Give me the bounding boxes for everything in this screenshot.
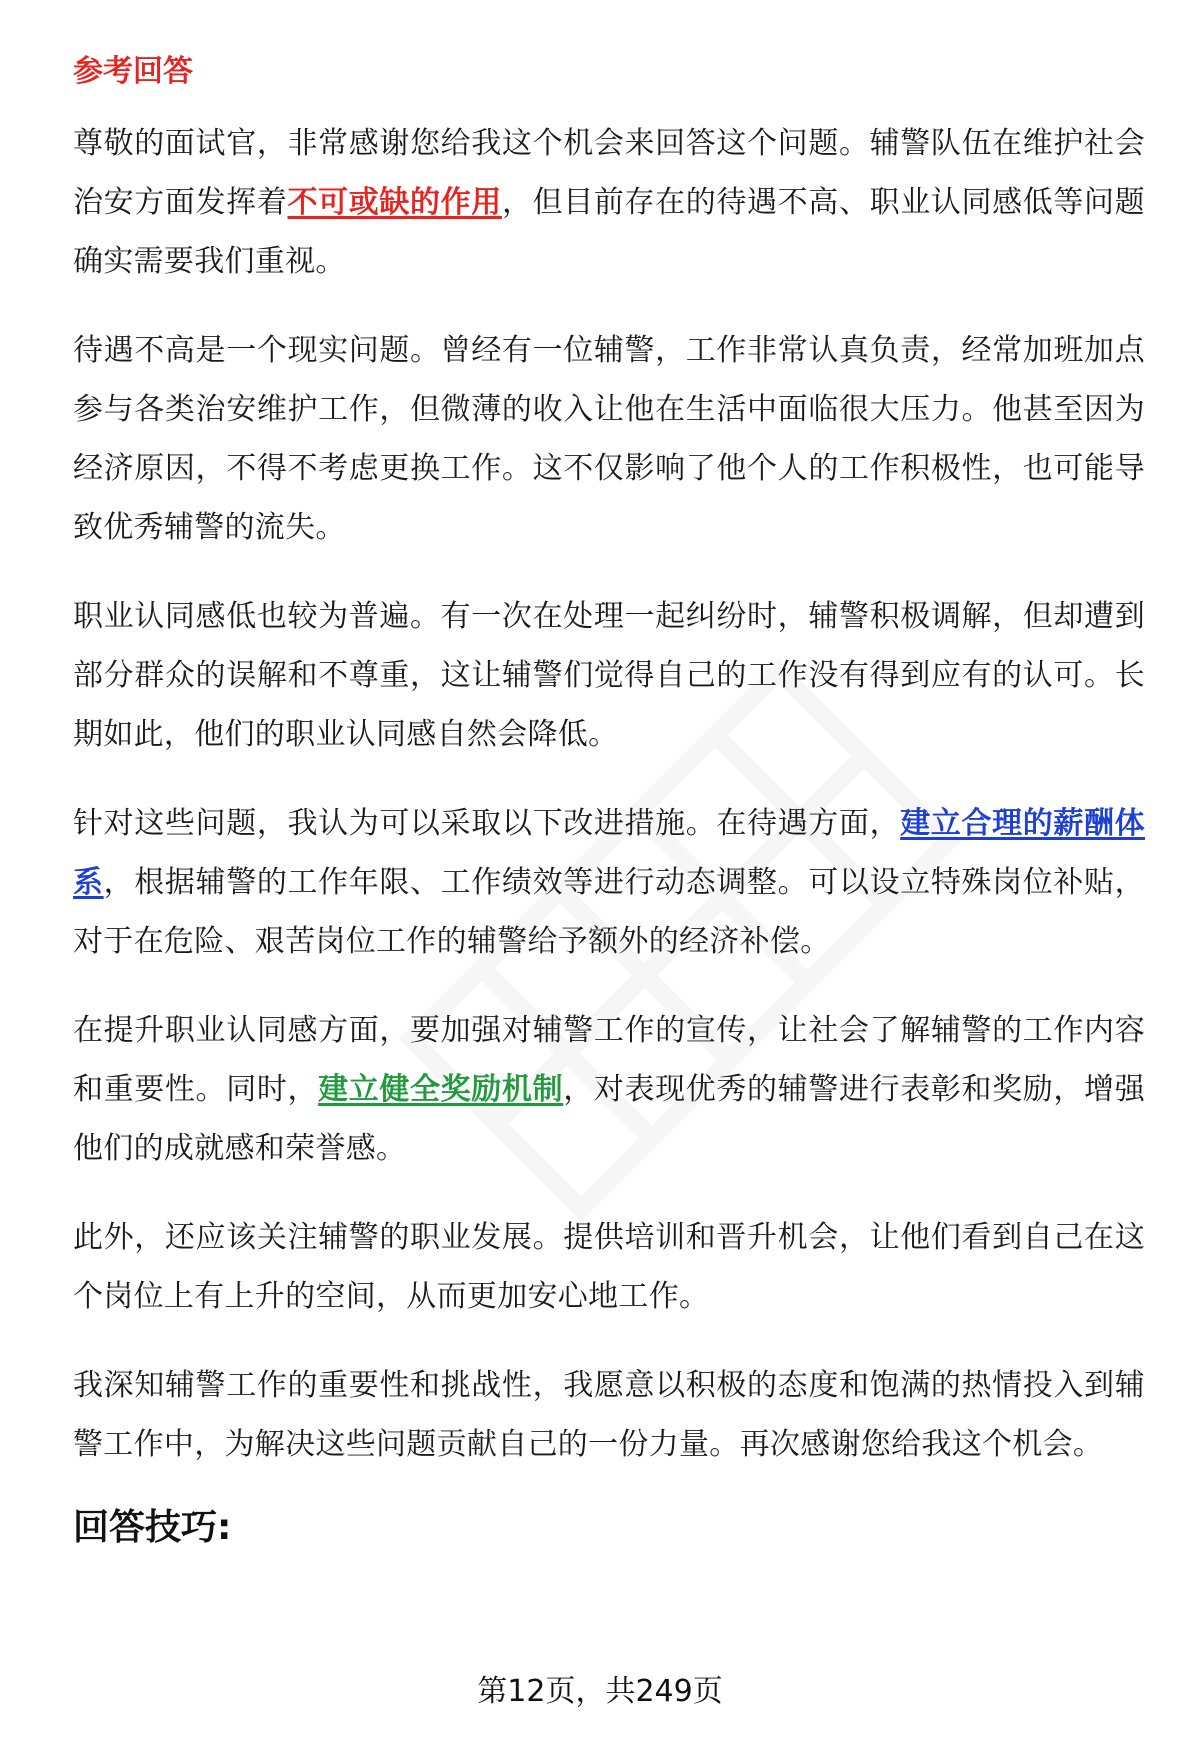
highlight-key-phrase: 建立合理的薪酬体系: [73, 806, 1145, 900]
paragraph-text: ，但目前存在的待遇不高、职业认同感低等问题确实需要我们重视。: [73, 185, 1145, 279]
paragraph-text: ，对表现优秀的辅警进行表彰和奖励，增强他们的成就感和荣誉感。: [73, 1072, 1145, 1166]
section-label: 参考回答: [73, 54, 193, 89]
paragraph-1: [73, 114, 1145, 291]
paragraph-text: 针对这些问题，我认为可以采取以下改进措施。在待遇方面，: [73, 806, 901, 841]
paragraph-4: [73, 794, 1145, 971]
answer-content: [73, 52, 1145, 1552]
paragraph-text: 尊敬的面试官，非常感谢您给我这个机会来回答这个问题。辅警队伍在维护社会治安方面发挥着: [73, 126, 1145, 220]
paragraph-5: [73, 1001, 1145, 1178]
highlight-key-phrase: 不可或缺的作用: [287, 185, 502, 220]
paragraph-6: 此外，还应该关注辅警的职业发展。提供培训和晋升机会，让他们看到自己在这个岗位上有上升的空间，从而更加安心地工作。: [73, 1220, 1145, 1314]
paragraph-text: 在提升职业认同感方面，要加强对辅警工作的宣传，让社会了解辅警的工作内容和重要性。同时，: [73, 1013, 1145, 1107]
paragraph-7: 我深知辅警工作的重要性和挑战性，我愿意以积极的态度和饱满的热情投入到辅警工作中，为解决这些问题贡献自己的一份力量。再次感谢您给我这个机会。: [73, 1368, 1145, 1462]
paragraph-3: 职业认同感低也较为普遍。有一次在处理一起纠纷时，辅警积极调解，但却遭到部分群众的误解和不尊重，这让辅警们觉得自己的工作没有得到应有的认可。长期如此，他们的职业认同感自然会降低。: [73, 599, 1145, 752]
page-number-footer: 第12页，共249页: [477, 1674, 723, 1709]
paragraph-2: 待遇不高是一个现实问题。曾经有一位辅警，工作非常认真负责，经常加班加点参与各类治安维护工作，但微薄的收入让他在生活中面临很大压力。他甚至因为经济原因，不得不考虑更换工作。这不仅影响了他个人的工作积极性，也可能导致优秀辅警的流失。: [73, 333, 1145, 545]
paragraph-text: ，根据辅警的工作年限、工作绩效等进行动态调整。可以设立特殊岗位补贴，对于在危险、艰苦岗位工作的辅警给予额外的经济补偿。: [73, 865, 1145, 959]
tips-heading: 回答技巧:: [73, 1507, 232, 1548]
highlight-key-phrase: 建立健全奖励机制: [318, 1072, 564, 1107]
